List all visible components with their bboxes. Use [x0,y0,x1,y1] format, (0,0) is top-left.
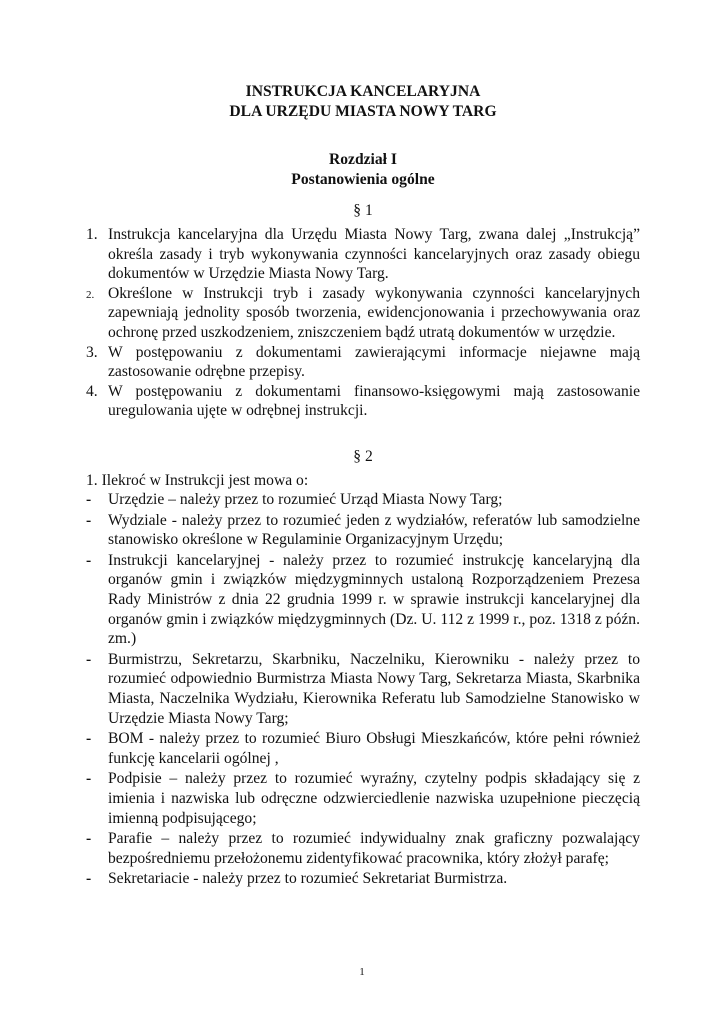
list-item [86,729,640,768]
dash-bullet: - [86,870,92,888]
list-number: 3. [86,343,98,361]
list-text: Instrukcji kancelaryjnej - należy przez to rozumieć instrukcję kancelaryjną dla organów gmin i związków międzygminnych ustaloną Rozporządzeniem Prezesa Rady Ministrów z dnia 22 grudnia 1999 r. w sprawie instrukcji kancelaryjnej dla organów gmin i związków międzygminnych (Dz. U. 112 z 1999 r., poz. 1318 z późn. zm.) [108,551,640,648]
list-number: 1. [86,225,98,243]
list-item [86,650,640,728]
section-2-intro: 1. Ilekroć w Instrukcji jest mowa o: [86,471,309,489]
list-item [86,829,640,868]
list-item [86,284,640,343]
list-text: Urzędzie – należy przez to rozumieć Urząd Miasta Nowy Targ; [108,491,503,509]
list-text: Podpisie – należy przez to rozumieć wyraźny, czytelny podpis składający się z imienia i nazwiska lub odręczne odzwierciedlenie nazwiska uzupełnione pieczęcią imienną podpisującego; [108,770,640,827]
dash-bullet: - [86,830,92,848]
list-number: 2. [86,288,95,301]
dash-bullet: - [86,491,92,509]
document-title [86,82,640,121]
definitions-list [86,490,640,889]
list-text: Sekretariacie - należy przez to rozumieć Sekretariat Burmistrza. [108,870,508,888]
section-1-list [86,225,640,421]
dash-bullet: - [86,650,92,668]
list-text: Określone w Instrukcji tryb i zasady wykonywania czynności kancelaryjnych zapewniają jednolity sposób tworzenia, ewidencjonowania i przechowywania oraz ochronę przed uszkodzeniem, zniszczeniem bądź utratą dokumentów w urzędzie. [108,284,640,341]
list-item [86,225,640,284]
title-line-1: INSTRUKCJA KANCELARYJNA [245,83,481,100]
list-number: 4. [86,382,98,400]
list-item [86,343,640,382]
list-text: W postępowaniu z dokumentami finansowo-księgowymi mają zastosowanie uregulowania ujęte w odrębnej instrukcji. [108,382,640,420]
dash-bullet: - [86,511,92,529]
dash-bullet: - [86,551,92,569]
list-item [86,490,640,510]
section-2-marker: § 2 [353,447,373,465]
dash-bullet: - [86,730,92,748]
list-item [86,769,640,828]
list-text: Burmistrzu, Sekretarzu, Skarbniku, Naczelniku, Kierowniku - należy przez to rozumieć odpowiednio Burmistrza Miasta Nowy Targ, Sekretarza Miasta, Skarbnika Miasta, Naczelnika Wydziału, Kierownika Referatu lub Samodzielne Stanowisko w Urzędzie Miasta Nowy Targ; [108,650,640,727]
chapter-label: Rozdział I [328,151,397,169]
list-text: W postępowaniu z dokumentami zawierającymi informacje niejawne mają zastosowanie odrębne przepisy. [108,343,640,381]
list-item [86,511,640,550]
section-1-marker: § 1 [353,202,373,220]
list-text: BOM - należy przez to rozumieć Biuro Obsługi Mieszkańców, które pełni również funkcję kancelarii ogólnej , [108,730,640,767]
document-page [86,82,640,890]
list-item [86,869,640,889]
list-text: Parafie – należy przez to rozumieć indywidualny znak graficzny pozwalający bezpośredniemu przełożonemu zidentyfikować pracownika, który złożył parafę; [108,830,640,867]
list-item [86,551,640,649]
list-text: Wydziale - należy przez to rozumieć jeden z wydziałów, referatów lub samodzielne stanowisko określone w Regulaminie Organizacyjnym Urzędu; [108,511,640,549]
chapter-subtitle: Postanowienia ogólne [291,170,435,188]
title-line-2: DLA URZĘDU MIASTA NOWY TARG [229,102,497,120]
page-number: 1 [359,966,365,978]
chapter-heading [86,150,640,189]
dash-bullet: - [86,770,92,788]
list-text: Instrukcja kancelaryjna dla Urzędu Miasta Nowy Targ, zwana dalej „Instrukcją” określa zasady i tryb wykonywania czynności kancelaryjnych oraz zasady obiegu dokumentów w Urzędzie Miasta Nowy Targ. [108,225,640,283]
list-item [86,382,640,421]
